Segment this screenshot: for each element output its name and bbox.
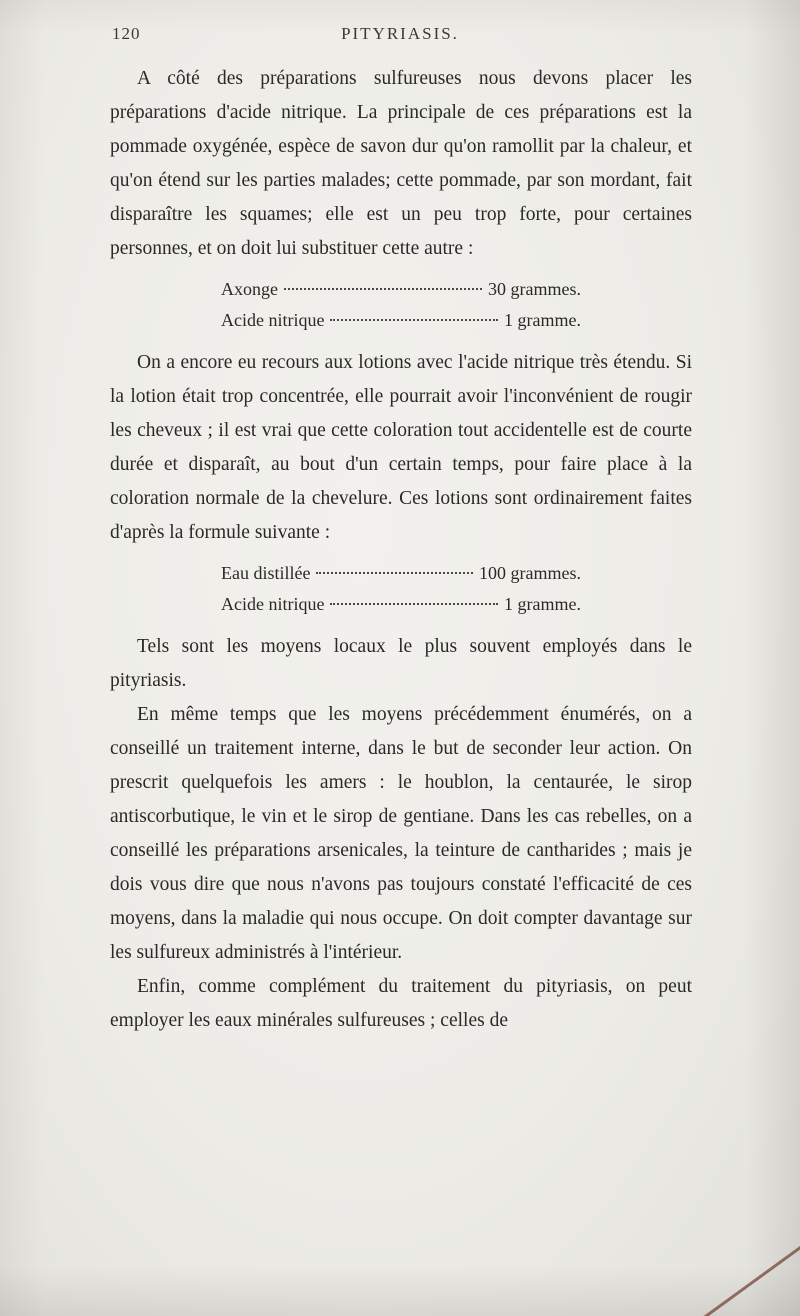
dot-leader <box>284 288 482 290</box>
dot-leader <box>330 319 498 321</box>
formula-ingredient: Acide nitrique <box>221 594 325 614</box>
paragraph: Tels sont les moyens locaux le plus souvent employés dans le pityriasis. <box>110 636 692 691</box>
formula-ingredient: Eau distillée <box>221 563 311 583</box>
formula-ingredient: Axonge <box>221 279 278 299</box>
formula-row <box>221 305 581 336</box>
formula-quantity: 100 grammes. <box>479 563 581 583</box>
formula-quantity: 1 gramme. <box>504 310 581 330</box>
formula-quantity: 1 gramme. <box>504 594 581 614</box>
formula-row <box>221 589 581 620</box>
paragraph: On a encore eu recours aux lotions avec l'acide nitrique très étendu. Si la lotion était trop concentrée, elle pourrait avoir l'inconvénient de rougir les cheveux ; il est vrai que cette coloration tout accidentelle est de courte durée et disparaît, au bout d'un certain temps, pour faire place à la coloration normale de la chevelure. Ces lotions sont ordinairement faites d'après la formule suivante : <box>110 352 692 543</box>
scan-artifact <box>670 1234 800 1316</box>
dot-leader <box>330 603 498 605</box>
formula-ingredient: Acide nitrique <box>221 310 325 330</box>
formula-row <box>221 274 581 305</box>
paragraph: A côté des préparations sulfureuses nous devons placer les préparations d'acide nitrique. La principale de ces préparations est la pommade oxygénée, espèce de savon dur qu'on ramollit par la chaleur, et qu'on étend sur les parties malades; cette pommade, par son mordant, fait disparaître les squames; elle est un peu trop forte, pour certaines personnes, et on doit lui substituer cette autre : <box>110 68 692 259</box>
formula-block <box>221 274 581 336</box>
page-header <box>112 24 688 50</box>
running-title: PITYRIASIS. <box>341 24 459 43</box>
dot-leader <box>316 572 473 574</box>
paragraph: Enfin, comme complément du traitement du pityriasis, on peut employer les eaux minérales sulfureuses ; celles de <box>110 976 692 1031</box>
text-block <box>110 62 692 1038</box>
formula-block <box>221 558 581 620</box>
page-number: 120 <box>112 24 141 43</box>
paragraph: En même temps que les moyens précédemment énumérés, on a conseillé un traitement interne, dans le but de seconder leur action. On prescrit quelquefois les amers : le houblon, la centaurée, le sirop antiscorbutique, le vin et le sirop de gentiane. Dans les cas rebelles, on a conseillé les préparations arsenicales, la teinture de cantharides ; mais je dois vous dire que nous n'avons pas toujours constaté l'efficacité de ces moyens, dans la maladie qui nous occupe. On doit compter davantage sur les sulfureux administrés à l'intérieur. <box>110 704 692 963</box>
formula-quantity: 30 grammes. <box>488 279 581 299</box>
formula-row <box>221 558 581 589</box>
